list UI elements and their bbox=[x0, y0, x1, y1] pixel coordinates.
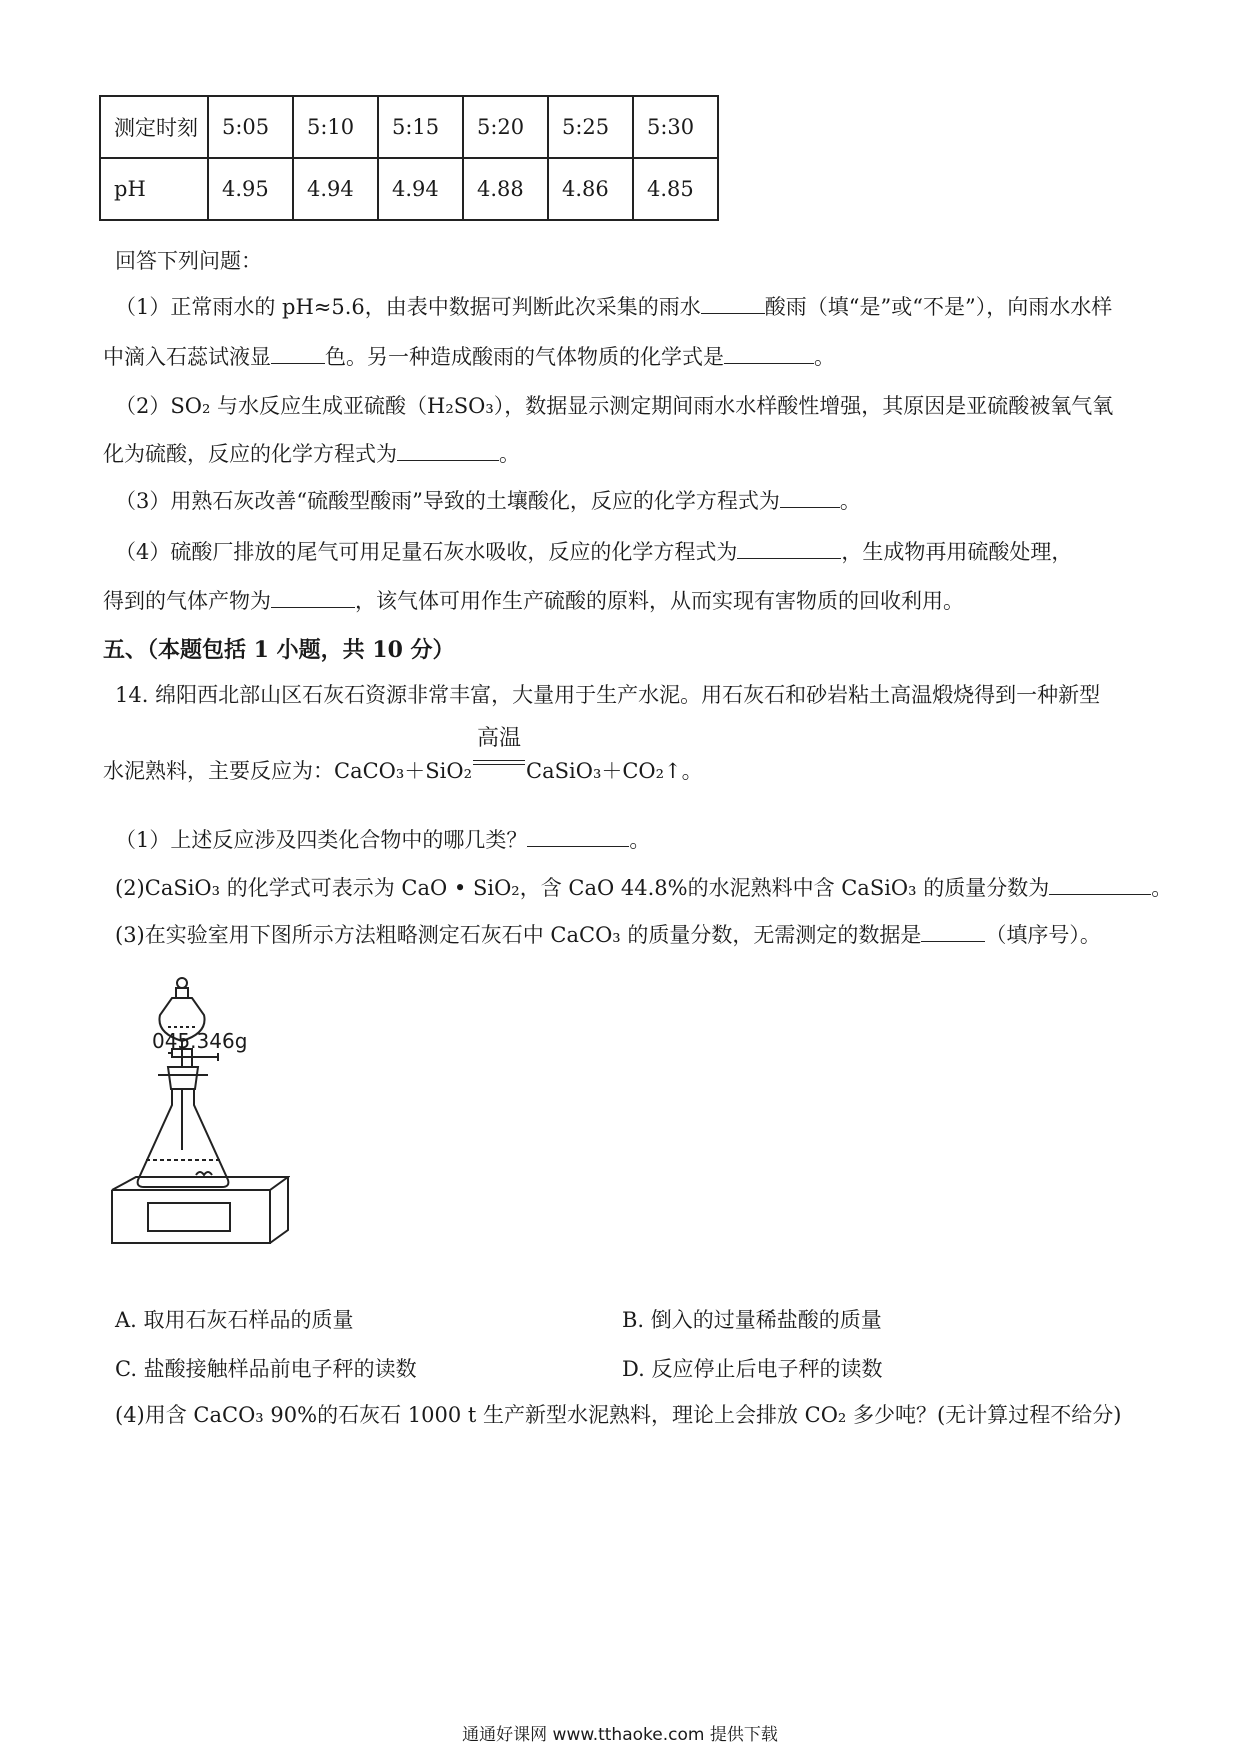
table-cell: 5:15 bbox=[378, 96, 463, 158]
answer-blank[interactable] bbox=[1049, 874, 1151, 895]
q13-part1-line1 bbox=[115, 292, 1112, 322]
answer-blank[interactable] bbox=[921, 921, 985, 942]
q13-part4-text-d: ，该气体可用作生产硫酸的原料，从而实现有害物质的回收利用。 bbox=[355, 589, 964, 613]
reaction-condition-sign bbox=[473, 726, 525, 778]
q14-part1-text: （1）上述反应涉及四类化合物中的哪几类？ bbox=[115, 828, 528, 852]
period: 。 bbox=[1151, 876, 1173, 900]
page-footer: 通通好课网 www.tthaoke.com 提供下载 bbox=[462, 1725, 778, 1745]
period: 。 bbox=[499, 442, 520, 466]
q13-part4-text-a: （4）硫酸厂排放的尾气可用足量石灰水吸收，反应的化学方程式为 bbox=[115, 540, 738, 564]
q13-part4-line1 bbox=[115, 537, 1072, 567]
table-cell: 5:05 bbox=[208, 96, 293, 158]
q13-part1-text-c: 中滴入石蕊试液显 bbox=[103, 345, 271, 369]
table-cell: 测定时刻 bbox=[100, 96, 208, 158]
reaction-reactants: 水泥熟料，主要反应为：CaCO₃＋SiO₂ bbox=[103, 759, 473, 783]
scale-display: 045.346g bbox=[152, 1029, 248, 1053]
option-c[interactable]: C. 盐酸接触样品前电子秤的读数 bbox=[115, 1357, 417, 1381]
option-b[interactable]: B. 倒入的过量稀盐酸的质量 bbox=[622, 1308, 882, 1332]
q14-part3-line bbox=[115, 920, 1101, 950]
period: 。 bbox=[629, 828, 651, 852]
funnel-stopper-icon bbox=[177, 978, 187, 988]
table-cell: pH bbox=[100, 158, 208, 220]
answer-blank[interactable] bbox=[527, 826, 629, 847]
table-cell: 5:25 bbox=[548, 96, 633, 158]
flask-on-scale-diagram bbox=[110, 975, 290, 1250]
q13-part2-line1: （2）SO₂ 与水反应生成亚硫酸（H₂SO₃），数据显示测定期间雨水水样酸性增强，其原因是亚硫酸被氧气氧 bbox=[115, 394, 1114, 418]
table-cell: 5:30 bbox=[633, 96, 718, 158]
q13-part1-text-b: 酸雨（填“是”或“不是”），向雨水水样 bbox=[764, 295, 1113, 319]
option-d[interactable]: D. 反应停止后电子秤的读数 bbox=[622, 1357, 883, 1381]
q13-part4-text-b: ，生成物再用硫酸处理， bbox=[841, 540, 1073, 564]
table-row bbox=[100, 96, 718, 158]
ph-data-table bbox=[99, 95, 719, 221]
table-cell: 4.85 bbox=[633, 158, 718, 220]
table-row bbox=[100, 158, 718, 220]
q14-stem-line1: 14. 绵阳西北部山区石灰石资源非常丰富，大量用于生产水泥。用石灰石和砂岩粘土高温煅烧得到一种新型 bbox=[115, 683, 1101, 707]
table-cell: 4.95 bbox=[208, 158, 293, 220]
section-heading: 五、（本题包括 1 小题，共 10 分） bbox=[103, 637, 455, 663]
table-cell: 5:10 bbox=[293, 96, 378, 158]
answer-blank[interactable] bbox=[397, 440, 499, 461]
reaction-products: CaSiO₃＋CO₂↑。 bbox=[526, 759, 703, 783]
q13-part1-text-d: 色。另一种造成酸雨的气体物质的化学式是 bbox=[325, 345, 724, 369]
q13-part2-line2 bbox=[103, 439, 520, 469]
answer-prompt: 回答下列问题： bbox=[115, 249, 262, 273]
q14-part4-line: (4)用含 CaCO₃ 90%的石灰石 1000 t 生产新型水泥熟料，理论上会排放 CO₂ 多少吨？(无计算过程不给分) bbox=[115, 1403, 1122, 1427]
table-cell: 4.94 bbox=[378, 158, 463, 220]
period: 。 bbox=[839, 489, 861, 513]
table-cell: 4.86 bbox=[548, 158, 633, 220]
q13-part3-line bbox=[115, 486, 861, 516]
q14-stem-line2 bbox=[103, 726, 703, 786]
q14-part3-text: (3)在实验室用下图所示方法粗略测定石灰石中 CaCO₃ 的质量分数，无需测定的数据是 bbox=[115, 923, 922, 947]
q14-part3-tail: （填序号）。 bbox=[985, 923, 1101, 947]
reaction-condition: 高温 bbox=[477, 726, 522, 751]
q13-part1-text-a: （1）正常雨水的 pH≈5.6，由表中数据可判断此次采集的雨水 bbox=[115, 295, 701, 319]
answer-blank[interactable] bbox=[271, 343, 325, 364]
q13-part1-line2 bbox=[103, 342, 835, 372]
table-cell: 4.88 bbox=[463, 158, 548, 220]
answer-blank[interactable] bbox=[737, 538, 841, 559]
period: 。 bbox=[814, 345, 835, 369]
q14-part2-text: (2)CaSiO₃ 的化学式可表示为 CaO • SiO₂，含 CaO 44.8%的水泥熟料中含 CaSiO₃ 的质量分数为 bbox=[115, 876, 1050, 900]
q13-part4-text-c: 得到的气体产物为 bbox=[103, 589, 271, 613]
q13-part4-line2 bbox=[103, 586, 964, 616]
table-cell: 4.94 bbox=[293, 158, 378, 220]
answer-blank[interactable] bbox=[724, 343, 814, 364]
q14-part1-line bbox=[115, 825, 650, 855]
answer-blank[interactable] bbox=[271, 587, 355, 608]
answer-blank[interactable] bbox=[780, 487, 840, 508]
q13-part2-text: 化为硫酸，反应的化学方程式为 bbox=[103, 442, 397, 466]
table-cell: 5:20 bbox=[463, 96, 548, 158]
rubber-stopper-icon bbox=[168, 1067, 198, 1089]
q14-part2-line bbox=[115, 873, 1172, 903]
option-a[interactable]: A. 取用石灰石样品的质量 bbox=[115, 1308, 354, 1332]
answer-blank[interactable] bbox=[701, 293, 765, 314]
q13-part3-text: （3）用熟石灰改善“硫酸型酸雨”导致的土壤酸化，反应的化学方程式为 bbox=[115, 489, 780, 513]
